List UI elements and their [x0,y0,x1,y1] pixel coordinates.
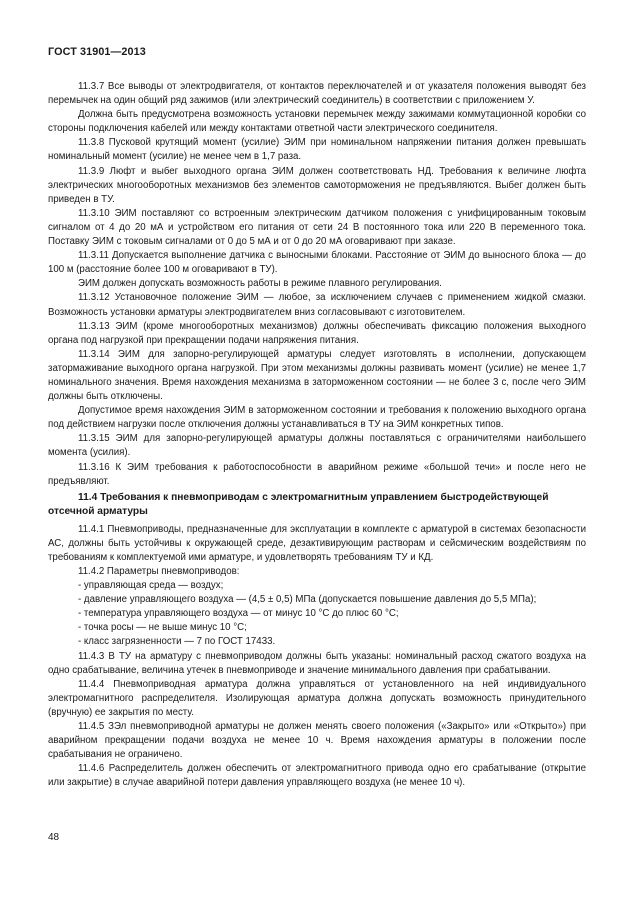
paragraph: 11.3.12 Установочное положение ЭИМ — любое, за исключением случаев с применением жидкой смазки. Возможность установки арматуры электродвигателем вниз согласовывают с изготовителем. [48,292,586,318]
list-item: - управляющая среда — воздух; [78,580,224,592]
document-body [48,80,586,791]
paragraph: 11.4.3 В ТУ на арматуру с пневмоприводом должны быть указаны: номинальный расход сжатого воздуха на одно срабатывание, величина утечек в пневмоприводе и значение минимального давления при срабатывании. [48,650,586,676]
paragraph: ЭИМ должен допускать возможность работы в режиме плавного регулирования. [78,278,442,290]
paragraph: 11.4.4 Пневмоприводная арматура должна управляться от установленного на ней индивидуального электромагнитного распределителя. Изолирующая арматура должна допускать возможность принудительного (вручную) ее закрытия по месту. [48,678,586,718]
page-header: ГОСТ 31901—2013 [48,46,146,58]
paragraph-group-a [48,80,586,489]
paragraph: 11.3.13 ЭИМ (кроме многооборотных механизмов) должны обеспечивать фиксацию положения выходного органа под нагрузкой при прекращении подачи напряжения питания. [48,320,586,346]
paragraph: 11.3.10 ЭИМ поставляют со встроенным электрическим датчиком положения с унифицированным токовым сигналом от 4 до 20 мА и устройством его питания от сети 24 В постоянного тока или 220 В переменного тока. Поставку ЭИМ с токовым сигналами от 0 до 5 мА и от 0 до 20 мА оговаривают при заказе. [48,207,586,248]
paragraph: 11.4.6 Распределитель должен обеспечить от электромагнитного привода одно его срабатывание (открытие или закрытие) в случае аварийной потери давления управляющего воздуха (не менее 10 ч). [48,763,586,789]
paragraph: 11.3.15 ЭИМ для запорно-регулирующей арматуры должны поставляться с ограничителями наибольшего момента (усилия). [48,433,586,459]
parameter-list [48,579,586,649]
paragraph: 11.3.14 ЭИМ для запорно-регулирующей арматуры следует изготовлять в исполнении, допускающем затормаживание выходного органа нагрузкой. При этом механизмы должны развивать момент (усилие) не менее 1,7 номинального значения. Время нахождения механизма в заторможенном состоянии — не более 3 с, после чего ЭИМ должны быть отключены. [48,348,586,403]
paragraph: 11.3.9 Люфт и выбег выходного органа ЭИМ должен соответствовать НД. Требования к величине люфта электрических многооборотных механизмов без элементов самоторможения не предъявляются. Выбег должен быть приведен в ТУ. [48,165,586,205]
list-item: - температура управляющего воздуха — от минус 10 °С до плюс 60 °С; [78,608,399,620]
paragraph: 11.3.8 Пусковой крутящий момент (усилие) ЭИМ при номинальном напряжении питания должен превышать номинальный момент (усилие) не менее чем в 1,7 раза. [48,137,586,163]
paragraph: 11.4.2 Параметры пневмоприводов: [78,566,240,577]
list-item: - давление управляющего воздуха — (4,5 ± 0,5) МПа (допускается повышение давления до 5,5 МПа); [78,594,537,606]
paragraph-group-c [48,650,586,791]
paragraph: Должна быть предусмотрена возможность установки перемычек между зажимами коммутационной коробки со стороны подключения кабелей или между контактами ответной части электрического соединителя. [48,109,586,135]
paragraph: 11.4.5 ЗЭл пневмоприводной арматуры не должен менять своего положения («Закрыто» или «Открыто») при аварийном прекращении подачи воздуха не менее 10 ч. Время нахождения арматуры в положении после срабатывания не ограничено. [48,721,586,761]
paragraph: 11.3.11 Допускается выполнение датчика с выносными блоками. Расстояние от ЭИМ до выносного блока — до 100 м (расстояние более 100 м оговаривают в ТУ). [48,250,586,276]
paragraph: 11.3.16 К ЭИМ требования к работоспособности в аварийном режиме «большой течи» и после него не предъявляют. [48,461,586,487]
paragraph-group-b [48,523,586,579]
paragraph: Допустимое время нахождения ЭИМ в заторможенном состоянии и требования к положению выходного органа под действием нагрузки после отключения должны устанавливаться в ТУ на ЭИМ конкретных типов. [48,405,586,431]
paragraph: 11.3.7 Все выводы от электродвигателя, от контактов переключателей и от указателя положения выводят без перемычек на один общий ряд зажимов (или электрический соединитель) в соответствии с приложением У. [48,81,586,107]
list-item: - класс загрязненности — 7 по ГОСТ 17433. [78,636,276,648]
list-item: - точка росы — не выше минус 10 °С; [78,622,247,634]
page-number: 48 [48,832,60,843]
paragraph: 11.4.1 Пневмоприводы, предназначенные для эксплуатации в комплекте с арматурой в системах безопасности АС, должны быть устойчивы к окружающей среде, дезактивирующим растворам и сейсмическим воздействиям по требованиям к комплектуемой ими арматуре, и удовлетворять требованиям ТУ и КД. [48,523,586,563]
section-title: 11.4 Требования к пневмоприводам с электромагнитным управлением быстродействующей отсечной арматуры [48,491,549,518]
